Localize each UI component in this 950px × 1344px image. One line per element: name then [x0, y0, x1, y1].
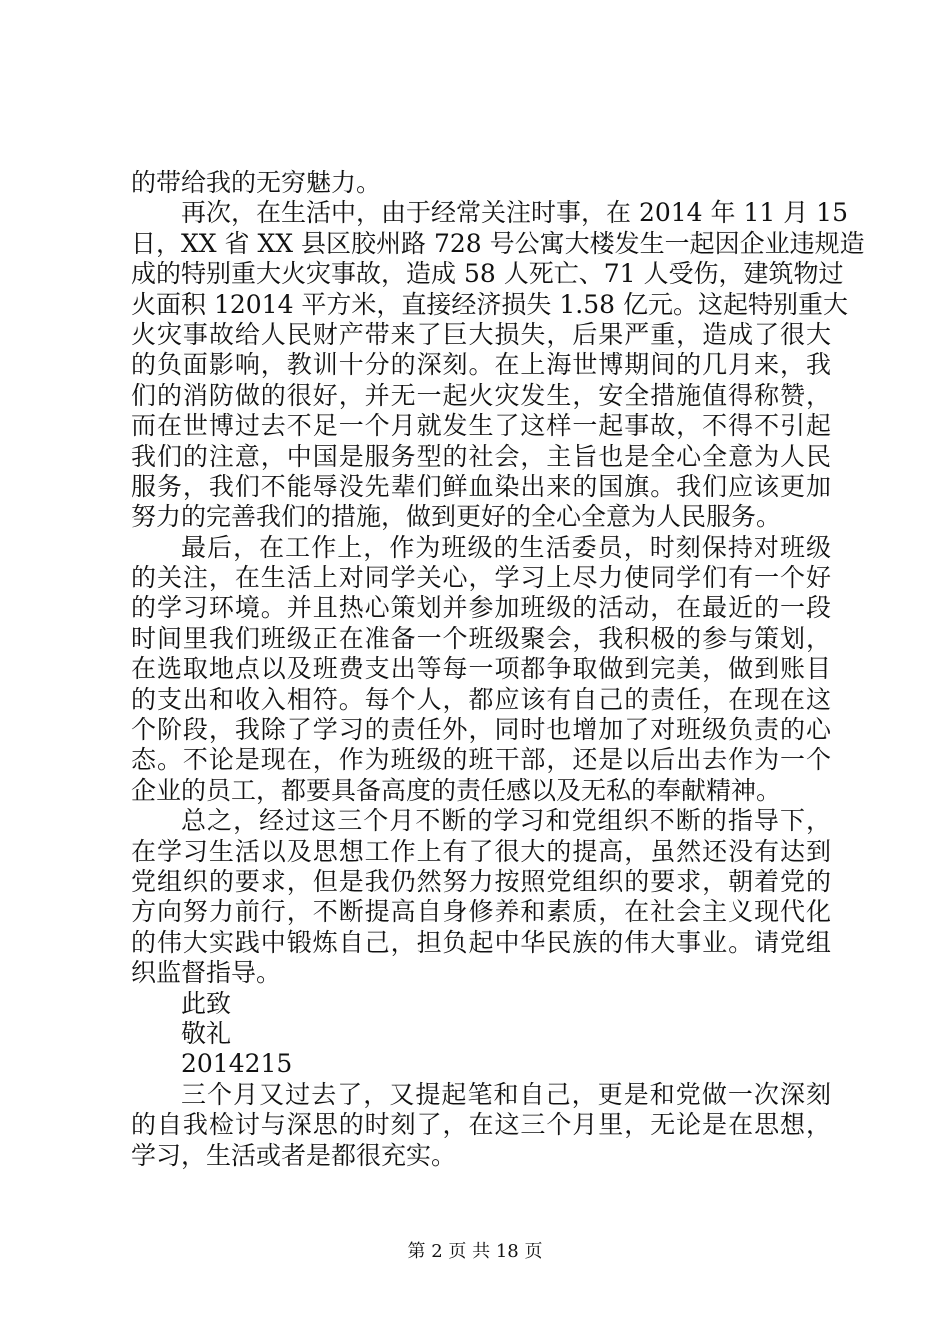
text-line: 服务，我们不能辱没先辈们鲜血染出来的国旗。我们应该更加: [131, 471, 831, 501]
text-line: 在学习生活以及思想工作上有了很大的提高，虽然还没有达到: [131, 836, 831, 866]
text-line: 的伟大实践中锻炼自己，担负起中华民族的伟大事业。请党组: [131, 927, 831, 957]
text-line: 态。不论是现在，作为班级的班干部，还是以后出去作为一个: [131, 745, 831, 775]
text-line: 个阶段，我除了学习的责任外，同时也增加了对班级负责的心: [131, 715, 831, 745]
text-line: 我们的注意，中国是服务型的社会，主旨也是全心全意为人民: [131, 441, 831, 471]
text-line: 日，XX 省 XX 县区胶州路 728 号公寓大楼发生一起因企业违规造: [131, 228, 865, 258]
text-line: 学习，生活或者是都很充实。: [131, 1140, 457, 1170]
text-line: 的负面影响，教训十分的深刻。在上海世博期间的几月来，我: [131, 350, 831, 380]
text-line: 的学习环境。并且热心策划并参加班级的活动，在最近的一段: [131, 593, 831, 623]
page-number-footer: 第 2 页 共 18 页: [407, 1241, 543, 1262]
salutation-line: 此致: [181, 988, 232, 1018]
salutation-line: 敬礼: [181, 1018, 232, 1048]
text-line: 党组织的要求，但是我仍然努力按照党组织的要求，朝着党的: [131, 866, 831, 896]
text-line: 在选取地点以及班费支出等每一项都争取做到完美，做到账目: [131, 654, 831, 684]
text-line: 的关注，在生活上对同学关心，学习上尽力使同学们有一个好: [131, 563, 831, 593]
text-line: 再次，在生活中，由于经常关注时事，在 2014 年 11 月 15: [181, 198, 848, 228]
text-line: 成的特别重大火灾事故，造成 58 人死亡、71 人受伤，建筑物过: [131, 259, 844, 289]
text-line: 的支出和收入相符。每个人，都应该有自己的责任，在现在这: [131, 684, 831, 714]
text-line: 的带给我的无穷魅力。: [131, 168, 382, 197]
text-line: 三个月又过去了，又提起笔和自己，更是和党做一次深刻: [181, 1079, 831, 1109]
text-line: 努力的完善我们的措施，做到更好的全心全意为人民服务。: [131, 502, 782, 532]
text-line: 而在世博过去不足一个月就发生了这样一起事故，不得不引起: [131, 411, 831, 441]
text-line: 织监督指导。: [131, 958, 282, 988]
text-line: 总之，经过这三个月不断的学习和党组织不断的指导下，: [181, 806, 831, 836]
text-line: 的自我检讨与深思的时刻了，在这三个月里，无论是在思想，: [131, 1110, 831, 1140]
date-line: 2014215: [181, 1049, 293, 1079]
document-body: [131, 168, 865, 1171]
text-line: 企业的员工，都要具备高度的责任感以及无私的奉献精神。: [131, 775, 782, 805]
text-line: 时间里我们班级正在准备一个班级聚会，我积极的参与策划，: [131, 623, 831, 653]
text-line: 火灾事故给人民财产带来了巨大损失，后果严重，造成了很大: [131, 319, 831, 349]
text-line: 方向努力前行，不断提高自身修养和素质，在社会主义现代化: [131, 897, 831, 927]
text-line: 们的消防做的很好，并无一起火灾发生，安全措施值得称赞，: [131, 380, 831, 410]
text-line: 最后，在工作上，作为班级的生活委员，时刻保持对班级: [181, 532, 831, 562]
text-line: 火面积 12014 平方米，直接经济损失 1.58 亿元。这起特别重大: [131, 289, 848, 319]
